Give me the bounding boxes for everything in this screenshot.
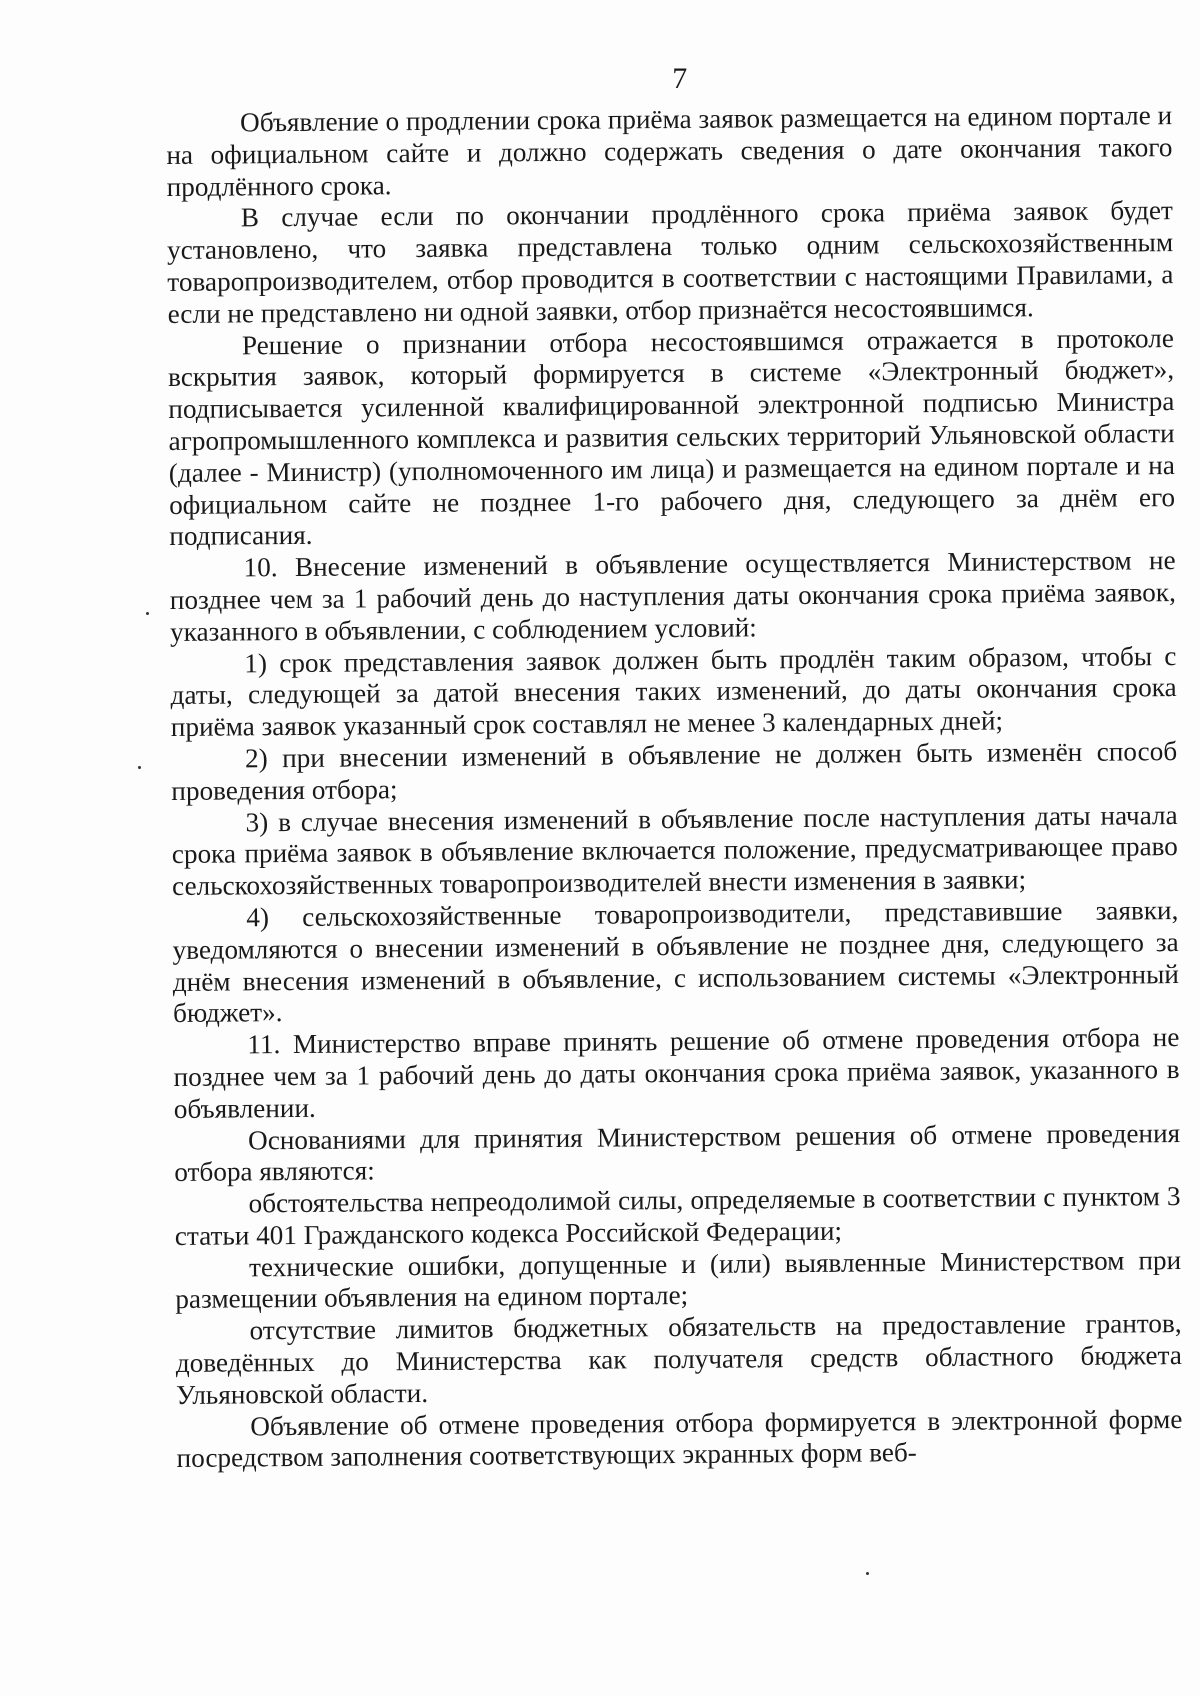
scan-speck xyxy=(866,1572,869,1575)
paragraph: 11. Министерство вправе принять решение об отмене проведения отбора не позднее чем за 1 рабочий день до даты окончания срока приёма заявок, указанного в объявлении. xyxy=(173,1022,1180,1124)
list-item: 4) сельскохозяйственные товаропроизводители, представившие заявки, уведомляются о внесении изменений в объявление не позднее дня, следующего за днём внесения изменений в объявление, с использованием системы «Электронный бюджет». xyxy=(172,894,1179,1029)
paragraph: Решение о признании отбора несостоявшимся отражается в протоколе вскрытия заявок, который формируется в системе «Электронный бюджет», подписывается усиленной квалифицированной электронной подписью Министра агропромышленного комплекса и развития сельских территорий Ульяновской области (далее - Министр) (уполномоченного им лица) и размещается на едином портале и на официальном сайте не позднее 1-го рабочего дня, следующего за днём его подписания. xyxy=(167,322,1176,552)
scan-speck xyxy=(146,612,149,615)
page-number: 7 xyxy=(672,62,688,95)
list-item: технические ошибки, допущенные и (или) выявленные Министерством при размещении объявления на едином портале; xyxy=(175,1244,1182,1315)
list-item: 1) срок представления заявок должен быть продлён таким образом, чтобы с даты, следующей за датой внесения таких изменений, до даты окончания срока приёма заявок указанный срок составлял не менее 3 календарных дней; xyxy=(170,640,1177,743)
paragraph: Основаниями для принятия Министерством решения об отмене проведения отбора являются: xyxy=(174,1117,1181,1188)
paragraph: В случае если по окончании продлённого срока приёма заявок будет установлено, что заявка представлена только одним сельскохозяйственным товаропроизводителем, отбор проводится в соответствии с настоящими Правилами, а если не представлено ни одной заявки, отбор признаётся несостоявшимся. xyxy=(166,195,1174,329)
document-body xyxy=(166,100,1183,1475)
list-item: 3) в случае внесения изменений в объявление после наступления даты начала срока приёма заявок в объявление включается положение, предусматривающее право сельскохозяйственных товаропроизводителей внести изменения в заявки; xyxy=(171,799,1178,902)
scan-speck xyxy=(138,766,141,769)
list-item: отсутствие лимитов бюджетных обязательств на предоставление грантов, доведённых до Министерства как получателя средств областного бюджета Ульяновской области. xyxy=(175,1308,1182,1410)
paragraph: Объявление об отмене проведения отбора формируется в электронной форме посредством заполнения соответствующих экранных форм веб- xyxy=(176,1403,1183,1474)
paragraph: Объявление о продлении срока приёма заявок размещается на едином портале и на официальном сайте и должно содержать сведения о дате окончания такого продлённого срока. xyxy=(166,100,1173,202)
list-item: 2) при внесении изменений в объявление не должен быть изменён способ проведения отбора; xyxy=(171,736,1178,806)
list-item: обстоятельства непреодолимой силы, определяемые в соответствии с пунктом 3 статьи 401 Гражданского кодекса Российской Федерации; xyxy=(174,1181,1181,1251)
paragraph: 10. Внесение изменений в объявление осуществляется Министерством не позднее чем за 1 рабочий день до наступления даты окончания срока приёма заявок, указанного в объявлении, с соблюдением условий: xyxy=(169,545,1176,647)
